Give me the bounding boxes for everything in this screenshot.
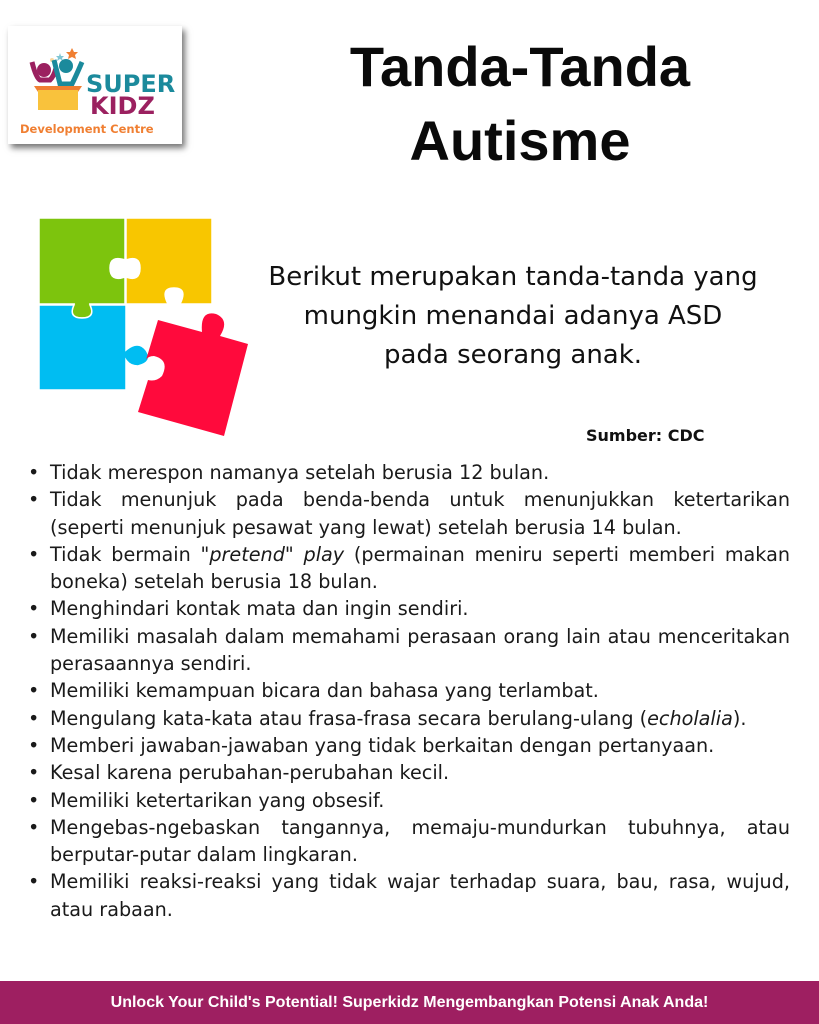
list-item-text: Kesal karena perubahan-perubahan kecil.	[50, 761, 450, 785]
list-item	[26, 486, 790, 541]
list-item-text: Memiliki reaksi-reaksi yang tidak wajar terhadap suara, bau, rasa, wujud, atau rabaan.	[50, 870, 790, 921]
list-item-text: Memiliki masalah dalam memahami perasaan orang lain atau menceritakan perasaannya sendiri.	[50, 624, 790, 676]
list-item-text: ).	[732, 706, 747, 730]
list-item	[26, 759, 790, 786]
logo	[8, 26, 182, 144]
list-item	[26, 732, 790, 759]
logo-kidz-text: KIDZ	[90, 92, 155, 120]
footer-banner: Unlock Your Child's Potential! Superkidz Mengembangkan Potensi Anak Anda!	[0, 981, 819, 1024]
list-item-text: play	[303, 542, 345, 566]
list-item-text: Memiliki ketertarikan yang obsesif.	[50, 788, 385, 812]
list-item	[26, 623, 790, 678]
bullet-icon: •	[28, 870, 40, 894]
logo-super-text: SUPER	[86, 70, 176, 98]
list-item-text: Mengebas-ngebaskan tangannya, memaju-mundurkan tubuhnya, atau berputar-putar dalam lingkaran.	[50, 815, 790, 867]
list-item-text: echolalia	[647, 706, 733, 730]
bullet-icon: •	[28, 815, 40, 839]
list-item	[26, 595, 790, 622]
bullet-icon: •	[28, 461, 40, 484]
list-item	[26, 787, 790, 814]
list-item-text: Mengulang kata-kata atau frasa-frasa secara berulang-ulang (	[50, 706, 648, 730]
list-item	[26, 541, 790, 596]
list-item	[26, 677, 790, 704]
list-item-text: Tidak merespon namanya setelah berusia 12 bulan.	[50, 461, 550, 484]
list-item-text: Menghindari kontak mata dan ingin sendiri.	[50, 597, 469, 621]
logo-subtitle: Development Centre	[20, 122, 154, 136]
list-item	[26, 459, 790, 486]
list-item	[26, 705, 790, 732]
bullet-icon: •	[28, 624, 40, 648]
list-item-text: Tidak menunjuk pada benda-benda untuk menunjukkan ketertarikan (seperti menunjuk pesawat yang lewat) setelah berusia 14 bulan.	[50, 488, 790, 539]
bullet-icon: •	[28, 733, 40, 757]
list-item-text: "	[284, 542, 304, 566]
source-label: Sumber: CDC	[586, 426, 705, 445]
bullet-icon: •	[28, 542, 40, 566]
bullet-icon: •	[28, 761, 40, 785]
puzzle-pieces-icon	[30, 210, 260, 440]
list-item	[26, 814, 790, 869]
bullet-icon: •	[28, 788, 40, 812]
page-title: Tanda-Tanda Autisme	[349, 35, 691, 172]
bullet-icon: •	[28, 706, 40, 730]
signs-list	[26, 459, 790, 923]
list-item-text: Memiliki kemampuan bicara dan bahasa yang terlambat.	[50, 679, 599, 703]
list-item-text: pretend	[209, 542, 285, 566]
bullet-icon: •	[28, 597, 40, 621]
intro-text: Berikut merupakan tanda-tanda yang mungkin menandai adanya ASD pada seorang anak.	[268, 262, 758, 370]
bullet-icon: •	[28, 679, 40, 703]
list-item	[26, 868, 790, 923]
list-item-text: Tidak bermain "	[50, 542, 210, 566]
list-item-text: Memberi jawaban-jawaban yang tidak berkaitan dengan pertanyaan.	[50, 733, 715, 757]
bullet-icon: •	[28, 488, 40, 512]
list-item-text: (permainan meniru seperti memberi makan boneka) setelah berusia 18 bulan.	[50, 542, 790, 594]
